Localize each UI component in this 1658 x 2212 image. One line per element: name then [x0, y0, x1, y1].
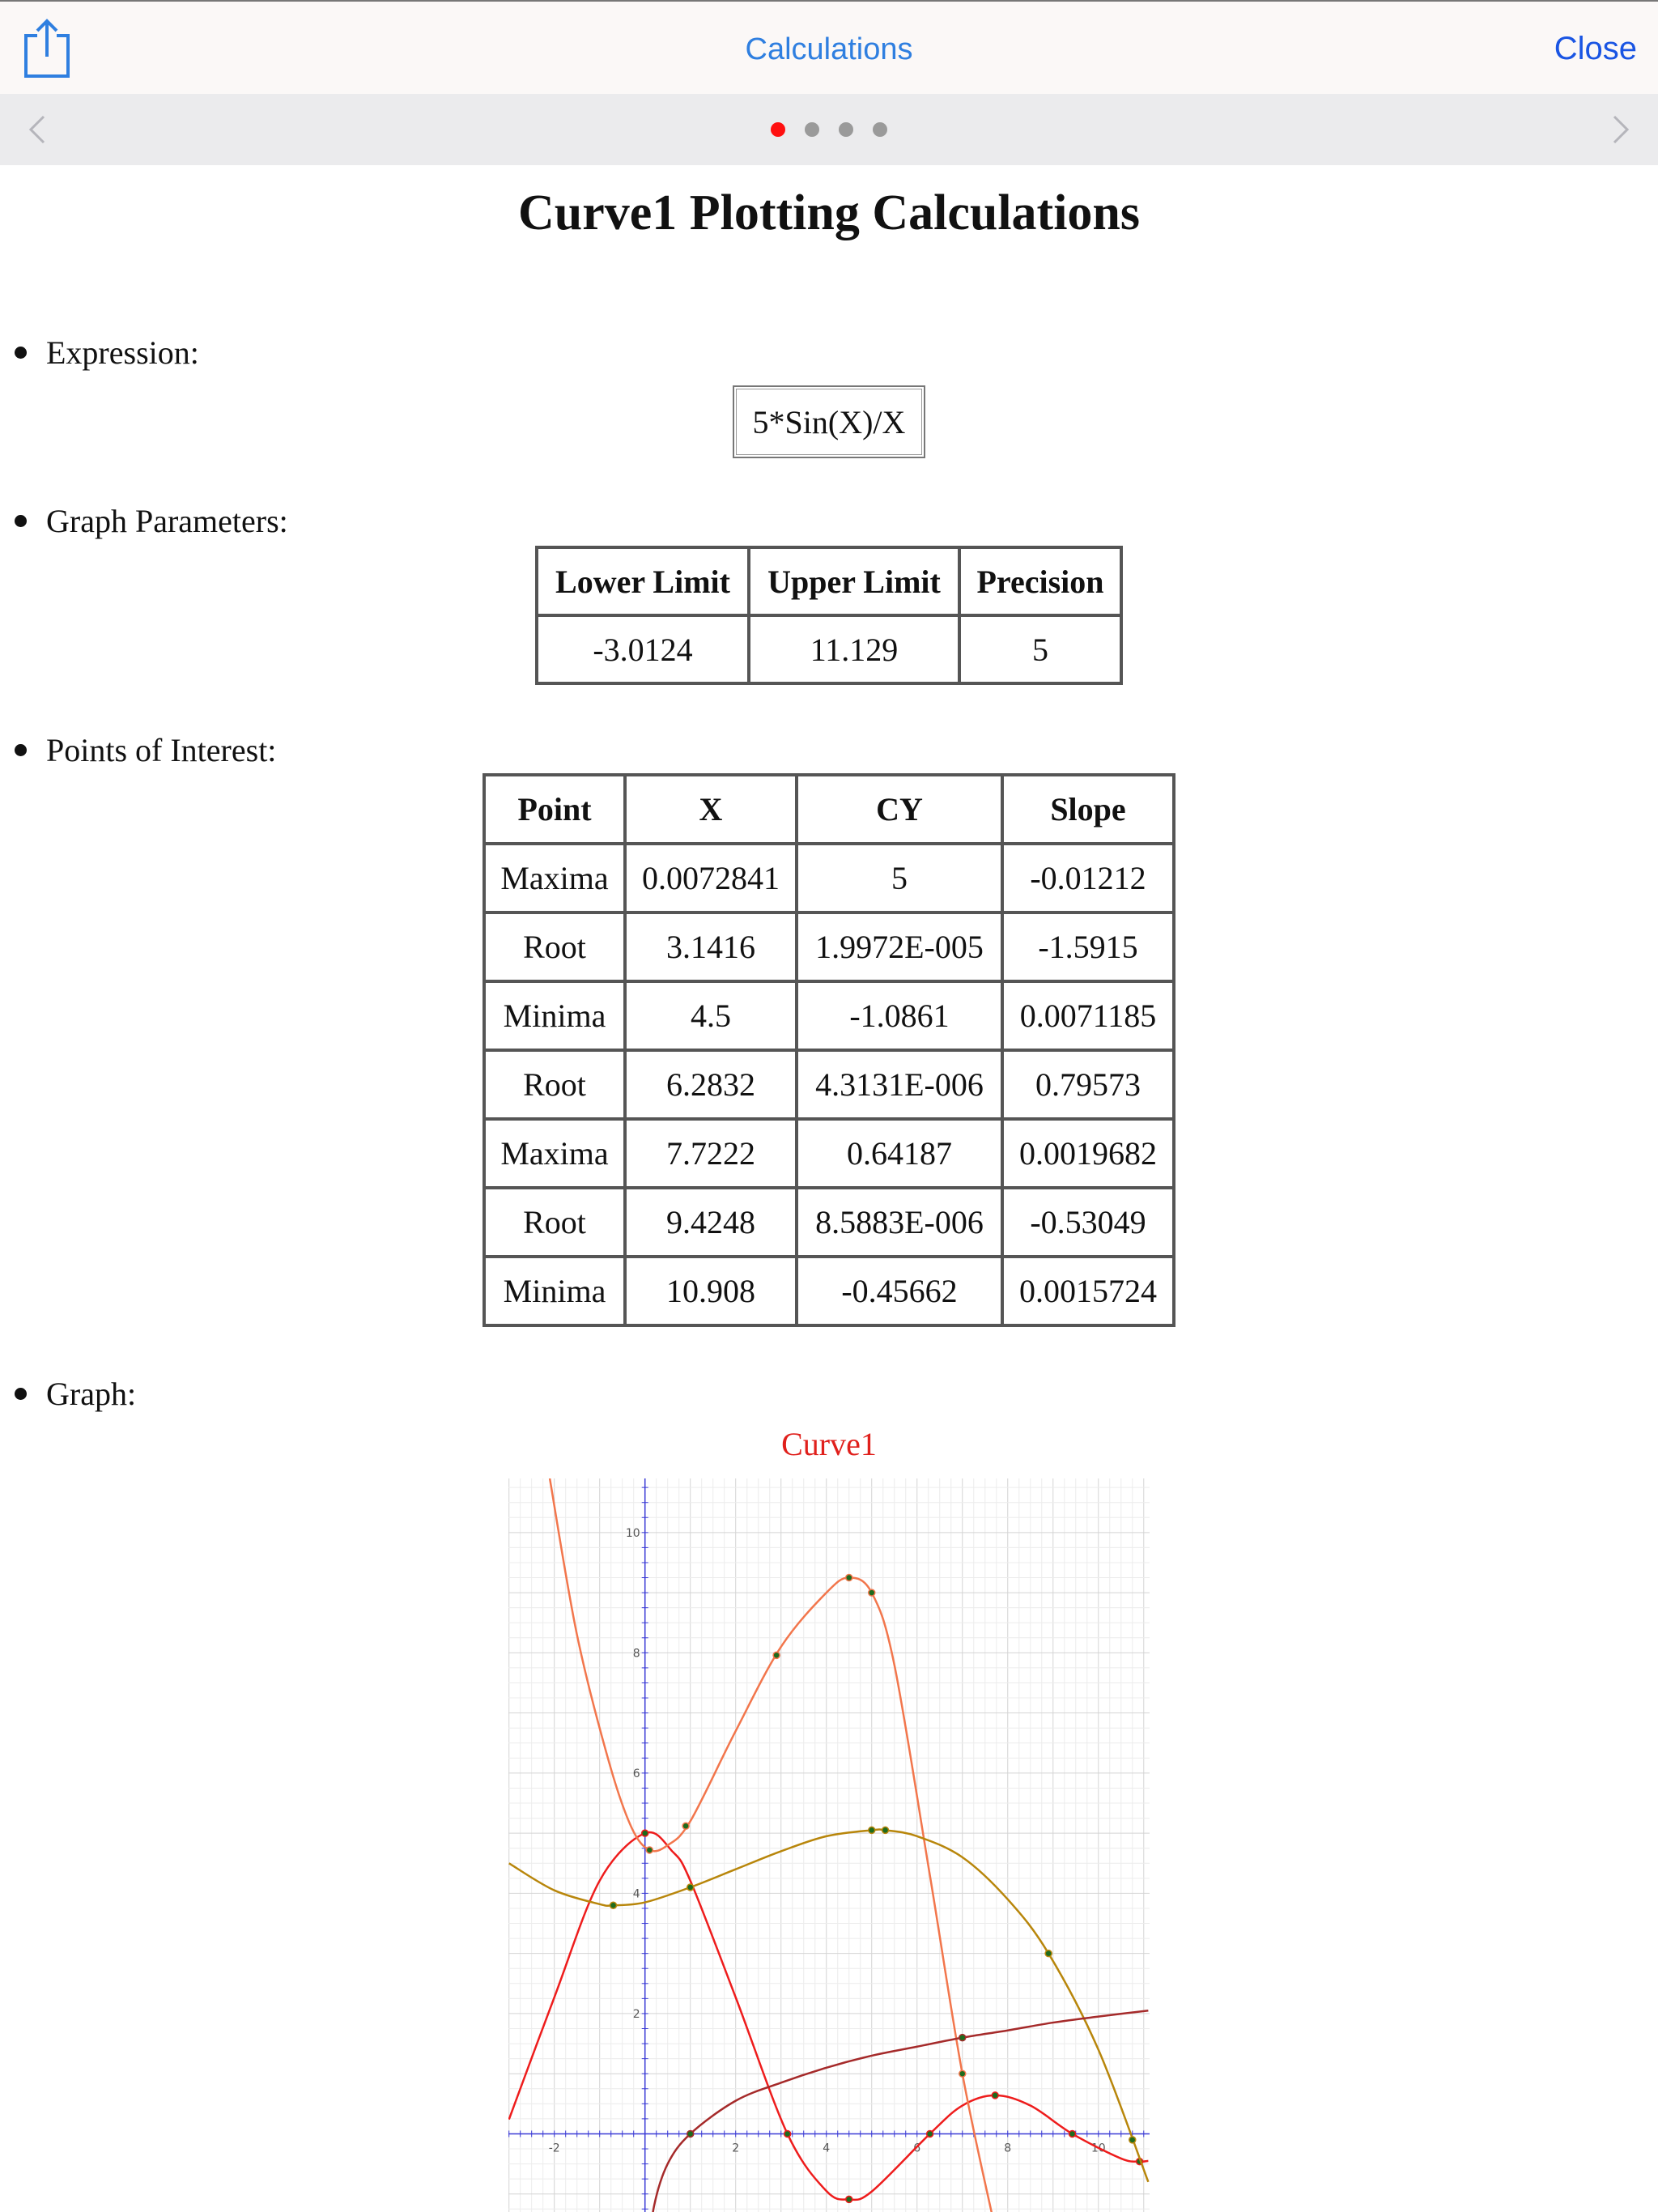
table-header: X	[625, 775, 797, 844]
data-point	[959, 2035, 966, 2041]
data-point	[682, 1823, 689, 1829]
data-point	[1045, 1950, 1052, 1957]
table-row	[484, 1257, 1174, 1325]
table-cell: 0.0072841	[625, 844, 797, 912]
y-tick-label: 8	[632, 1647, 640, 1661]
bullet-icon	[15, 744, 27, 756]
close-button[interactable]: Close	[1554, 31, 1637, 66]
data-point	[869, 1827, 875, 1833]
table-cell: 0.79573	[1002, 1050, 1174, 1119]
table-cell: 0.64187	[797, 1119, 1002, 1188]
table-header: Upper Limit	[749, 547, 959, 615]
expression-section-label: Expression:	[15, 334, 199, 372]
table-header-row	[484, 775, 1174, 844]
table-row	[484, 1050, 1174, 1119]
table-row	[484, 981, 1174, 1050]
table-cell: -3.0124	[537, 615, 749, 683]
points-of-interest-table	[483, 773, 1175, 1327]
table-cell: 3.1416	[625, 912, 797, 981]
expression-box: 5*Sin(X)/X	[733, 385, 925, 458]
table-header: Lower Limit	[537, 547, 749, 615]
data-point	[882, 1827, 889, 1833]
data-point	[992, 2092, 998, 2099]
table-cell: 1.9972E-005	[797, 912, 1002, 981]
pager-bar	[0, 94, 1658, 165]
page-dot[interactable]	[873, 122, 887, 137]
table-cell: Root	[484, 1188, 625, 1257]
x-tick-label: 8	[1004, 2142, 1012, 2155]
table-cell: 0.0071185	[1002, 981, 1174, 1050]
data-point	[773, 1652, 780, 1658]
table-row	[484, 1188, 1174, 1257]
table-cell: 9.4248	[625, 1188, 797, 1257]
table-cell: -0.45662	[797, 1257, 1002, 1325]
y-tick-label: 4	[632, 1887, 640, 1901]
chevron-right-icon[interactable]	[1596, 105, 1645, 154]
data-point	[687, 1884, 694, 1891]
series-line	[550, 1478, 994, 2212]
series-line	[648, 2010, 1149, 2212]
navigation-bar	[0, 0, 1658, 94]
page-title: Calculations	[745, 32, 913, 66]
page-dot[interactable]	[805, 122, 819, 137]
x-tick-label: 2	[732, 2142, 740, 2155]
data-point	[687, 2130, 694, 2137]
table-header-row	[537, 547, 1121, 615]
table-cell: 0.0019682	[1002, 1119, 1174, 1188]
table-cell: 8.5883E-006	[797, 1188, 1002, 1257]
table-cell: Maxima	[484, 1119, 625, 1188]
y-tick-label: 6	[632, 1767, 640, 1780]
table-cell: Root	[484, 1050, 625, 1119]
series-line	[509, 1830, 1149, 2182]
graph-section-label: Graph:	[15, 1375, 136, 1413]
table-header: Point	[484, 775, 625, 844]
curve-plot[interactable]	[508, 1478, 1150, 2212]
table-cell: Maxima	[484, 844, 625, 912]
table-cell: 5	[797, 844, 1002, 912]
table-cell: Minima	[484, 981, 625, 1050]
data-point	[1069, 2130, 1076, 2137]
table-cell: 10.908	[625, 1257, 797, 1325]
data-point	[959, 2070, 966, 2077]
table-cell: 5	[959, 615, 1121, 683]
bullet-icon	[15, 1388, 27, 1400]
bullet-icon	[15, 347, 27, 359]
table-cell: 6.2832	[625, 1050, 797, 1119]
table-row	[484, 912, 1174, 981]
table-cell: 4.5	[625, 981, 797, 1050]
table-cell: 0.0015724	[1002, 1257, 1174, 1325]
table-cell: 7.7222	[625, 1119, 797, 1188]
calculations-heading: Curve1 Plotting Calculations	[517, 185, 1141, 240]
data-point	[927, 2130, 933, 2137]
table-cell: -0.01212	[1002, 844, 1174, 912]
table-row	[484, 1119, 1174, 1188]
page-dot[interactable]	[839, 122, 853, 137]
bullet-icon	[15, 515, 27, 527]
page-dot[interactable]	[771, 122, 785, 137]
table-cell: -1.5915	[1002, 912, 1174, 981]
table-cell: 4.3131E-006	[797, 1050, 1002, 1119]
graph-parameters-table	[535, 546, 1123, 685]
table-cell: Minima	[484, 1257, 625, 1325]
y-tick-label: 2	[632, 2007, 640, 2021]
data-point	[784, 2130, 791, 2137]
table-row	[484, 844, 1174, 912]
data-point	[646, 1847, 653, 1853]
y-tick-label: 10	[625, 1526, 640, 1540]
x-tick-label: -2	[548, 2142, 560, 2155]
table-cell: -0.53049	[1002, 1188, 1174, 1257]
points-section-label: Points of Interest:	[15, 731, 276, 769]
graph-parameters-section-label: Graph Parameters:	[15, 502, 288, 540]
table-cell: -1.0861	[797, 981, 1002, 1050]
x-tick-label: 4	[823, 2142, 831, 2155]
data-point	[610, 1902, 617, 1908]
x-tick-label: 6	[913, 2142, 921, 2155]
page-indicator	[0, 122, 1658, 137]
data-point	[846, 1575, 852, 1581]
data-point	[642, 1830, 648, 1836]
data-point	[1129, 2137, 1136, 2143]
data-point	[846, 2196, 852, 2202]
table-header: Slope	[1002, 775, 1174, 844]
x-tick-label: 10	[1090, 2142, 1106, 2155]
table-cell: 11.129	[749, 615, 959, 683]
data-point	[869, 1589, 875, 1596]
table-cell: Root	[484, 912, 625, 981]
table-header: Precision	[959, 547, 1121, 615]
chart-title: Curve1	[781, 1426, 877, 1462]
table-header: CY	[797, 775, 1002, 844]
table-row	[537, 615, 1121, 683]
